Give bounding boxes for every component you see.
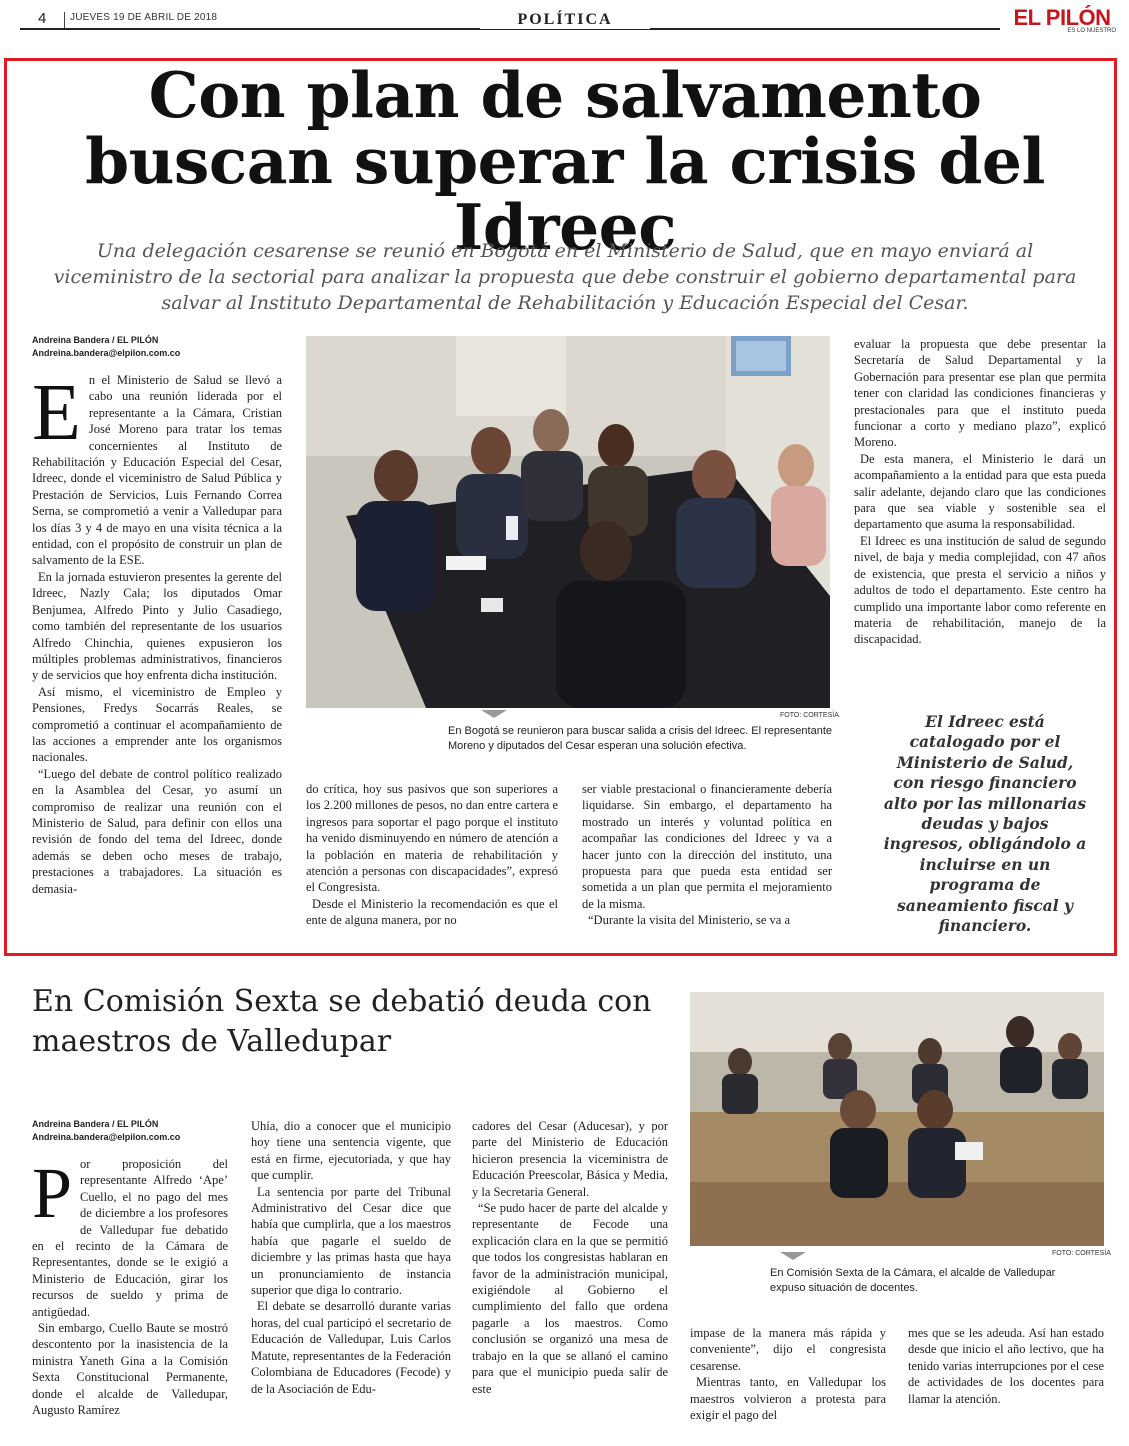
header-separator [64,12,65,28]
article1-col3 [582,781,832,929]
paragraph: Sin embargo, Cuello Baute se mostró descontento por la inasistencia de la ministra Yaneth Gina a la Comisión Sexta Constitucional Permanente, donde el alcalde de Valledupar, Augusto Ramírez [32,1321,228,1418]
article2-col1 [32,1153,228,1419]
commission-photo-illustration [690,992,1104,1246]
article1-headline: Con plan de salvamento buscan superar la crisis del Idreec [85,58,1045,264]
paragraph: or proposición del representante Alfredo ‘Ape’ Cuello, el no pago del mes de diciembre a los profesores de Valledupar fue debatido en el recinto de la Cámara de Representantes, donde se le exigió a Ministerio de Educación, girar los recursos de sueldo y prima de antigüedad. [32,1157,228,1319]
article1-photo [306,336,830,708]
paragraph: mes que se les adeuda. Así han estado desde que inicio el año lectivo, que ha tenido varias interrupciones por el cese de actividades de los docentes para llamar la atención. [908,1326,1104,1406]
caption-pointer-icon [481,710,507,718]
paragraph: n el Ministerio de Salud se llevó a cabo una reunión liderada por el representante a la Cámara, Cristian José Moreno para tratar los temas concernientes al Instituto de Rehabilitación y Educación Especial del Cesar, Idreec, donde el viceministro de Salud Pública y Prestación de Servicios, Luis Fernando Correa Serna, se comprometió a venir a Valledupar para los días 3 y 4 de mayo en una visita técnica a la entidad, con el propósito de construir un plan de salvamento de la ESE. [32,373,282,568]
drop-cap: E [32,369,81,457]
paragraph: “Se pudo hacer de parte del alcalde y representante de Fecode una explicación clara en la que se permitió que todos los congresistas hablaran en favor de la administración municipal, exigiéndole al Gobierno el cumplimiento del fallo que ordena pagarle a los maestros. Como conclusión se organizó una mesa de trabajo en la que se allanó el camino para que el municipio pueda salir de este [472,1201,668,1396]
caption-pointer-icon [780,1252,806,1260]
byline-email[interactable]: Andreina.bandera@elpilon.com.co [32,1132,181,1142]
paragraph: evaluar la propuesta que debe presentar la Secretaría de Salud Departamental y la Gobernación para presentar ese plan que permita tener con claridad las condiciones financieras y prestacionales para que el instituto pueda funcionar a corto y mediano plazo”, explicó Moreno. [854,337,1106,450]
article2-byline [32,1118,232,1144]
paragraph: Así mismo, el viceministro de Empleo y Pensiones, Fredys Socarrás Reales, se comprometió a continuar el acompañamiento de las acciones a emprender ante los organismos nacionales. [32,684,282,765]
byline-name: Andreina Bandera / EL PILÓN [32,335,159,345]
byline-email[interactable]: Andreina.bandera@elpilon.com.co [32,348,181,358]
article2-col4 [690,1325,886,1423]
paragraph: En la jornada estuvieron presentes la gerente del Idreec, Nazly Cala; los diputados Omar Benjumea, Alfredo Pinto y Julio Casadiego, como también del representante de los usuarios Alfredo Chinchia, quienes expusieron los múltiples problemas administrativos, financieros y de servicios que hoy enfrenta dicha institución. [32,569,282,683]
paragraph: ser viable prestacional o financieramente debería liquidarse. Sin embargo, el departamento ha mostrado un interés y voluntad política en acompañar las condiciones del Idreec y va a hacer junto con la dirección del instituto, una propuesta para que pueda esta entidad ser sometida a un plan que permita el mejoramiento de la misma. [582,782,832,911]
drop-cap: P [32,1153,73,1233]
article1-byline [32,334,282,360]
section-title: POLÍTICA [480,11,650,29]
paragraph: cadores del Cesar (Aducesar), y por parte del Ministerio de Educación hicieron presencia la viceministra de Educación Preescolar, Básica y Media, y la Secretaria General. [472,1119,668,1199]
newspaper-logo[interactable] [1008,7,1116,34]
paragraph: El debate se desarrolló durante varias horas, del cual participó el secretario de Educación de Valledupar, Luis Carlos Matute, representantes de la Federación Colombiana de Educadores (Fecode) y de la Asociación de Edu- [251,1299,451,1396]
article1-col2 [306,781,558,929]
article2-photo-caption: En Comisión Sexta de la Cámara, el alcalde de Valledupar expuso situación de docentes. [770,1267,1056,1294]
logo-slogan: ES LO NUESTRO [1067,28,1116,34]
paragraph: “Durante la visita del Ministerio, se va a [588,913,791,928]
article2-photo [690,992,1104,1246]
photo-credit: FOTO: CORTESÍA [780,712,839,719]
paragraph: do crítica, hoy sus pasivos que son superiores a los 2.200 millones de pesos, no dan entre cartera e ingresos para soportar el pago porque el instituto ha venido disminuyendo en número de atención a la población en materia de rehabilitación y atención a personas con discapacidades”, expresó el Congresista. [306,782,558,895]
article2-headline: En Comisión Sexta se debatió deuda con maestros de Valledupar [32,984,652,1059]
paragraph: impase de la manera más rápida y conveniente”, dijo el congresista cesarense. [690,1326,886,1373]
pull-quote: El Idreec está catalogado por el Ministerio de Salud, con riesgo financiero alto por las millonarias deudas y bajos ingresos, obligándolo a incluirse en un programa de saneamiento fiscal y financiero. [883,712,1087,936]
paragraph: Uhía, dio a conocer que el municipio hoy tiene una sentencia vigente, que está en firme, ejecutoriada, y que hay que cumplir. [251,1119,451,1183]
paragraph: El Idreec es una institución de salud de segundo nivel, de baja y media complejidad, con 47 años de existencia, que presta el servicio a niños y adultos de todo el departamento. Este centro ha cumplido una importante labor como referente en materia de rehabilitación, manejo de la discapacidad. [854,533,1106,647]
meeting-photo-illustration [306,336,830,708]
photo-credit: FOTO: CORTESÍA [1052,1250,1111,1257]
paragraph: Mientras tanto, en Valledupar los maestros volvieron a protesta para exigir el pago del [690,1375,886,1423]
paragraph: De esta manera, el Ministerio le dará un acompañamiento a la entidad para que esta pueda salir adelante, dejando claro que las condiciones para que sea viable y sostenible sea el departamento que asuma la responsabilidad. [854,451,1106,532]
article2-col5 [908,1325,1104,1407]
paragraph: La sentencia por parte del Tribunal Administrativo del Cesar dice que había que cumplirla, que a los maestros había que pagarle el sueldo de diciembre y las primas hasta que haya un pronunciamiento de instancia superior que diga lo contrario. [251,1184,451,1298]
article1-col1 [32,369,282,897]
article2-col3 [472,1118,668,1397]
byline-name: Andreina Bandera / EL PILÓN [32,1119,159,1129]
article1-col4 [854,336,1106,648]
article1-photo-caption: En Bogotá se reunieron para buscar salida a crisis del Idreec. El representante Moreno y diputados del Cesar esperan una solución efectiva. [448,725,832,752]
page-number: 4 [38,10,47,27]
article2-col2 [251,1118,451,1397]
paragraph: “Luego del debate de control político realizado en la Asamblea del Cesar, yo asumí un compromiso de realizar una reunión con el Ministerio de Salud, para definir con ellos una revisión de fondo del tema del Idreec, donde además se deben ocho meses de trabajo, prestaciones a trabajadores. La situación es demasia- [32,766,282,896]
article1-deck: Una delegación cesarense se reunió en Bogotá en el Ministerio de Salud, que en mayo enviará al viceministro de la sectorial para analizar la propuesta que debe construir el gobierno departamental para salvar al Instituto Departamental de Rehabilitación y Educación Especial del Cesar. [53,240,1077,314]
paragraph: Desde el Ministerio la recomendación es que el ente de alguna manera, por no [306,896,558,928]
issue-date: JUEVES 19 DE ABRIL DE 2018 [70,12,218,23]
logo-text: EL PILÓN [1013,5,1111,30]
